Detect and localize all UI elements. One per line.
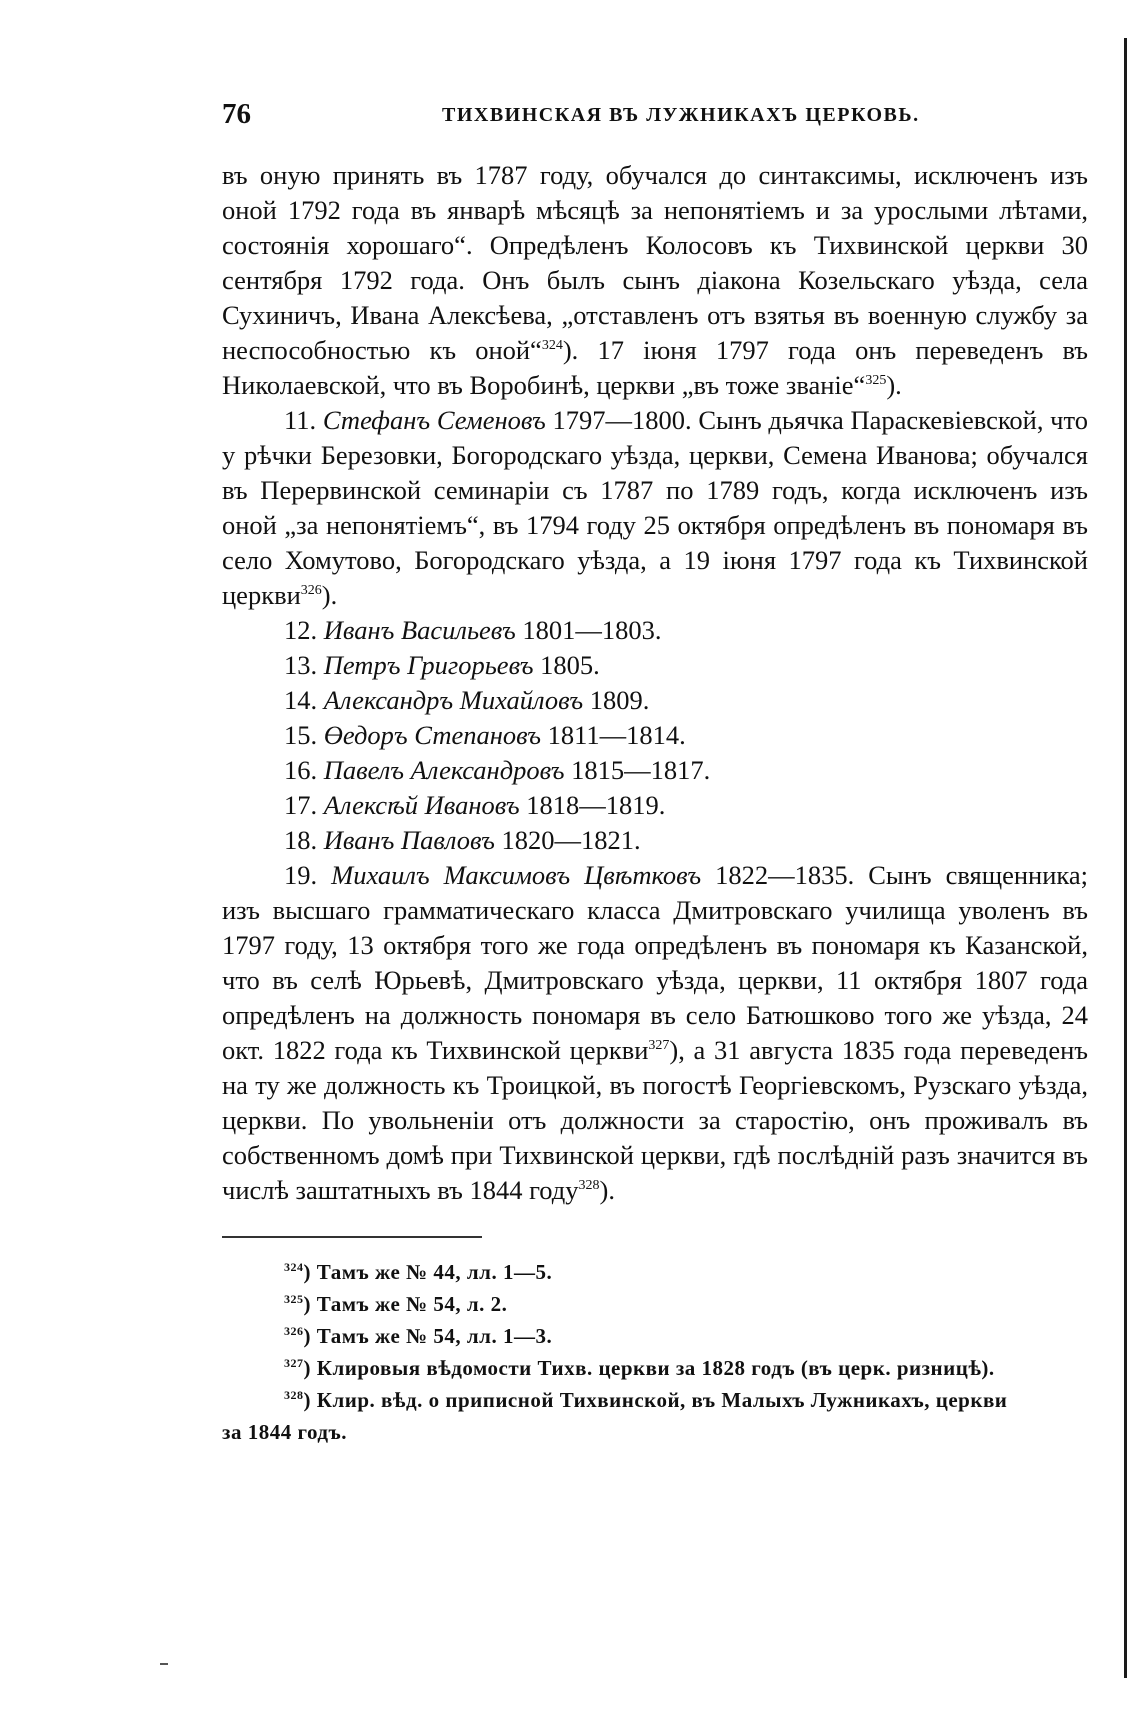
entry-years: 1805. xyxy=(533,650,600,680)
footnote-divider xyxy=(222,1236,482,1238)
paragraph-text: ). xyxy=(599,1175,615,1205)
book-page xyxy=(222,98,1088,1448)
scan-mark xyxy=(160,1663,168,1665)
entry-number: 19. xyxy=(284,860,318,890)
paragraph-text: 1822—1835. Сынъ священника; изъ высшаго грамматическаго класса Дмитровскаго училища уволенъ въ 1797 году, 13 октября того же года опредѣленъ въ пономаря къ Казанской, что въ селѣ Юрьевѣ, Дмитровскаго уѣзда, церкви, 11 октября 1807 года опредѣленъ на должность пономаря въ село Батюшково того же уѣзда, 24 окт. 1822 года къ Тихвинской церкви xyxy=(222,860,1088,1065)
entry-number: 17. xyxy=(284,790,318,820)
footnote-ref: 328 xyxy=(578,1178,600,1193)
entry-number: 15. xyxy=(284,720,318,750)
entry-years: 1820—1821. xyxy=(494,825,641,855)
page-number: 76 xyxy=(222,98,251,130)
entry-name: Александръ Михайловъ xyxy=(323,685,584,715)
paragraph-entry-19 xyxy=(222,858,1088,1208)
footnote-ref: 327 xyxy=(648,1038,670,1053)
footnotes xyxy=(222,1256,1088,1448)
paragraph-text: 1797—1800. Сынъ дьячка Параскевіевской, что у рѣчки Березовки, Богородскаго уѣзда, церкви, Семена Иванова; обучался въ Перервинской семинаріи съ 1787 по 1789 годъ, когда исключенъ изъ оной „за непонятіемъ“, въ 1794 году 25 октября опредѣленъ въ пономаря въ село Хомутово, Богородскаго уѣзда, а 19 іюня 1797 года къ Тихвинской церкви xyxy=(222,405,1088,610)
paragraph-text: въ оную принять въ 1787 году, обучался до синтаксимы, исключенъ изъ оной 1792 года въ январѣ мѣсяцѣ за непонятіемъ и за урослыми лѣтами, состоянія хорошаго“. Опредѣленъ Колосовъ къ Тихвинской церкви 30 сентября 1792 года. Онъ былъ сынъ діакона Козельскаго уѣзда, села Сухиничъ, Ивана Алексѣева, „отставленъ отъ взятья въ военную службу за неспособностью къ оной“ xyxy=(222,160,1088,365)
entry-name: Иванъ Васильевъ xyxy=(323,615,516,645)
list-entry xyxy=(222,613,1088,648)
list-entry xyxy=(222,788,1088,823)
entry-name: Өедоръ Степановъ xyxy=(323,720,542,750)
entry-years: 1815—1817. xyxy=(564,755,711,785)
footnote-text: ) Клировыя вѣдомости Тихв. церкви за 1828 годъ (въ церк. ризницѣ). xyxy=(303,1356,995,1380)
footnote-ref: 326 xyxy=(300,583,322,598)
entry-name: Алексѣй Ивановъ xyxy=(323,790,520,820)
paragraph-text: ). xyxy=(886,370,902,400)
entry-number: 13. xyxy=(284,650,318,680)
page-header xyxy=(222,98,1088,132)
footnote-ref: 325 xyxy=(865,373,887,388)
footnote xyxy=(222,1256,1088,1288)
paragraph-text: ). xyxy=(321,580,338,610)
body-text xyxy=(222,158,1088,1208)
footnote-ref: 324 xyxy=(541,338,563,353)
running-title: ТИХВИНСКАЯ ВЪ ЛУЖНИКАХЪ ЦЕРКОВЬ. xyxy=(442,104,920,126)
footnote-number: 327 xyxy=(284,1356,304,1370)
footnote-text: ) Тамъ же № 44, лл. 1—5. xyxy=(303,1260,553,1284)
footnote-text: ) Тамъ же № 54, лл. 1—3. xyxy=(303,1324,553,1348)
page-edge-line xyxy=(1124,38,1127,1678)
entry-name: Стефанъ Семеновъ xyxy=(322,405,546,435)
entry-years: 1809. xyxy=(583,685,650,715)
footnote xyxy=(222,1384,1088,1416)
footnote-number: 325 xyxy=(284,1292,304,1306)
paragraph-kolosov xyxy=(222,158,1088,403)
entry-name: Петръ Григорьевъ xyxy=(323,650,534,680)
list-entry xyxy=(222,823,1088,858)
entry-number: 11. xyxy=(284,405,317,435)
list-entry xyxy=(222,648,1088,683)
footnote-text: ) Тамъ же № 54, л. 2. xyxy=(303,1292,508,1316)
footnote xyxy=(222,1352,1088,1384)
entry-number: 18. xyxy=(284,825,318,855)
footnote-number: 328 xyxy=(284,1388,304,1402)
entry-years: 1811—1814. xyxy=(541,720,686,750)
paragraph-text: ), а 31 августа 1835 года переведенъ на ту же должность къ Троицкой, въ погостѣ Георгіевскомъ, Рузскаго уѣзда, церкви. По увольненіи отъ должности за старостію, онъ проживалъ въ собственномъ домѣ при Тихвинской церкви, гдѣ послѣдній разъ значится въ числѣ заштатныхъ въ 1844 году xyxy=(222,1035,1088,1205)
footnote xyxy=(222,1288,1088,1320)
entry-name: Иванъ Павловъ xyxy=(323,825,495,855)
footnote-text: ) Клир. вѣд. о приписной Тихвинской, въ Малыхъ Лужникахъ, церкви xyxy=(303,1388,1008,1412)
entry-number: 12. xyxy=(284,615,318,645)
entry-number: 14. xyxy=(284,685,318,715)
footnote-continuation: за 1844 годъ. xyxy=(222,1420,347,1444)
entry-years: 1801—1803. xyxy=(515,615,662,645)
entry-years: 1818—1819. xyxy=(519,790,666,820)
footnote-number: 326 xyxy=(284,1324,304,1338)
list-entry xyxy=(222,753,1088,788)
paragraph-text: ). 17 іюня 1797 года онъ переведенъ въ Николаевской, что въ Воробинѣ, церкви „въ тоже званіе“ xyxy=(222,335,1088,400)
list-entry xyxy=(222,683,1088,718)
footnote xyxy=(222,1320,1088,1352)
entry-list xyxy=(222,613,1088,858)
paragraph-entry-11 xyxy=(222,403,1088,613)
entry-number: 16. xyxy=(284,755,318,785)
entry-name: Павелъ Александровъ xyxy=(323,755,565,785)
list-entry xyxy=(222,718,1088,753)
footnote-number: 324 xyxy=(284,1260,304,1274)
entry-name: Михаилъ Максимовъ Цвѣтковъ xyxy=(331,860,702,890)
